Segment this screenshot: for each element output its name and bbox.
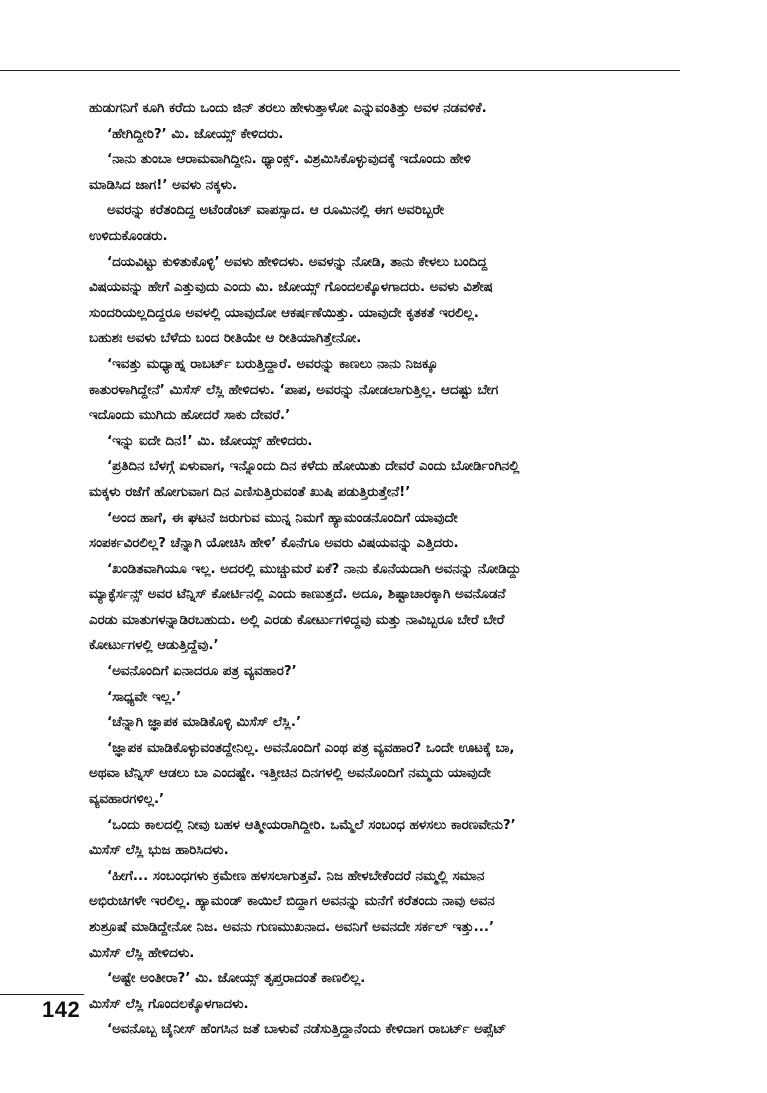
text-line: ಮಿಸೆಸ್ ಲೆಸ್ಲಿ ಗೊಂದಲಕ್ಕೊಳಗಾದಳು. [89,996,249,1012]
paragraph [89,685,685,711]
text-line: ಇದೊಂದು ಮುಗಿದು ಹೋದರೆ ಸಾಕು ದೇವರೆ.’ [89,408,291,424]
text-line: ‘ಚೆನ್ನಾಗಿ ಜ್ಞಾಪಕ ಮಾಡಿಕೊಳ್ಳಿ ಮಿಸೆಸ್ ಲೆಸ್ಲಿ.’ [107,715,302,731]
text-line: ‘ದಯವಿಟ್ಟು ಕುಳಿತುಕೊಳ್ಳಿ’ ಅವಳು ಹೇಳಿದಳು. ಅವಳನ್ನು ನೋಡಿ, ತಾನು ಕೇಳಲು ಬಂದಿದ್ದ [107,254,488,270]
paragraph [89,710,685,736]
text-line: ‘ಇನ್ನು ಐದೇ ದಿನ!’ ಮಿ. ಜೋಯ್ಸ್ ಹೇಳಿದರು. [107,433,313,449]
text-line: ಸುಂದರಿಯಲ್ಲದಿದ್ದರೂ ಅವಳಲ್ಲಿ ಯಾವುದೋ ಆಕರ್ಷಣೆಯಿತ್ತು. ಯಾವುದೇ ಕೃತಕತೆ ಇರಲಿಲ್ಲ. [89,305,479,321]
paragraph [89,966,685,1017]
text-line: ಹುಡುಗನಿಗೆ ಕೂಗಿ ಕರೆದು ಒಂದು ಜಿನ್ ತರಲು ಹೇಳುತ್ತಾಳೋ ಎನ್ನುವಂತಿತ್ತು ಅವಳ ನಡವಳಿಕೆ. [89,101,487,116]
text-line: ‘ಹೀಗೆ... ಸಂಬಂಧಗಳು ಕ್ರಮೇಣ ಹಳಸಲಾಗುತ್ತವೆ. ನಿಜ ಹೇಳಬೇಕೆಂದರೆ ನಮ್ಮಲ್ಲಿ ಸಮಾನ [107,868,485,884]
paragraph [89,864,685,966]
text-line: ‘ಹೇಗಿದ್ದೀರಿ?’ ಮಿ. ಜೋಯ್ಸ್ ಕೇಳಿದರು. [107,126,284,142]
text-line: ಬಹುಶಃ ಅವಳು ಬೆಳೆದು ಬಂದ ರೀತಿಯೇ ಆ ರೀತಿಯಾಗಿತ್ತೇನೋ. [89,331,362,347]
text-line: ಮಕ್ಕಳು ರಜೆಗೆ ಹೋಗುವಾಗ ದಿನ ಎಣಿಸುತ್ತಿರುವಂತೆ ಖುಷಿ ಪಡುತ್ತಿರುತ್ತೇನೆ!’ [89,484,411,500]
text-line: ‘ಪ್ರತಿದಿನ ಬೆಳಗ್ಗೆ ಏಳುವಾಗ, ಇನ್ನೊಂದು ದಿನ ಕಳೆದು ಹೋಯಿತು ದೇವರೆ ಎಂದು ಬೋರ್ಡಿಂಗಿನಲ್ಲಿ [107,459,520,475]
text-line: ‘ಅವನೊಬ್ಬ ಚೈನೀಸ್ ಹೆಂಗಸಿನ ಜತೆ ಬಾಳುವೆ ನಡೆಸುತ್ತಿದ್ದಾನೆಂದು ಕೇಳಿದಾಗ ರಾಬರ್ಟ್ ಅಪ್ಸೆಟ್ [107,1022,507,1038]
paragraph [89,813,685,864]
text-line: ‘ಜ್ಞಾಪಕ ಮಾಡಿಕೊಳ್ಳುವಂತದ್ದೇನಿಲ್ಲ. ಅವನೊಂದಿಗೆ ಎಂಥ ಪತ್ರ ವ್ಯವಹಾರ? ಒಂದೇ ಊಟಕ್ಕೆ ಬಾ, [107,740,515,756]
text-line: ಶುಶ್ರೂಷೆ ಮಾಡಿದ್ದೇನೋ ನಿಜ. ಅವನು ಗುಣಮುಖನಾದ. ಅವನಿಗೆ ಅವನದೇ ಸರ್ಕಲ್ ಇತ್ತು...’ [89,920,495,935]
text-line: ಕೋರ್ಟುಗಳಲ್ಲಿ ಆಡುತ್ತಿದ್ದೆವು.’ [89,638,219,654]
text-line: ಮಿಸೆಸ್ ಲೆಸ್ಲಿ ಭುಜ ಹಾರಿಸಿದಳು. [89,843,229,859]
paragraph [89,454,685,505]
text-line: ‘ಖಂಡಿತವಾಗಿಯೂ ಇಲ್ಲ. ಅದರಲ್ಲಿ ಮುಚ್ಚುಮರೆ ಏಕೆ? ನಾನು ಕೊನೆಯದಾಗಿ ಅವನನ್ನು ನೋಡಿದ್ದು [107,561,521,577]
page-number: 142 [42,997,81,1022]
paragraph [89,250,685,352]
text-line: ‘ಒಂದು ಕಾಲದಲ್ಲಿ ನೀವು ಬಹಳ ಆತ್ಮೀಯರಾಗಿದ್ದೀರಿ. ಒಮ್ಮೆಲೆ ಸಂಬಂಧ ಹಳಸಲು ಕಾರಣವೇನು?’ [107,817,516,833]
paragraph [89,352,685,429]
text-line: ಮಿಸೆಸ್ ಲೆಸ್ಲಿ ಹೇಳಿದಳು. [89,945,195,961]
text-line: ಮಾಡಿಸಿದ ಜಾಗ!’ ಅವಳು ನಕ್ಕಳು. [89,177,238,193]
paragraph [89,557,685,659]
paragraph [89,429,685,455]
text-line: ‘ನಾನು ತುಂಬಾ ಆರಾಮವಾಗಿದ್ದೀನಿ. ಥ್ಯಾಂಕ್ಸ್. ವಿಶ್ರಮಿಸಿಕೊಳ್ಳುವುದಕ್ಕೆ ಇದೊಂದು ಹೇಳಿ [107,152,471,168]
text-line: ‘ಅವನೊಂದಿಗೆ ಏನಾದರೂ ಪತ್ರ ವ್ಯವಹಾರ?’ [107,664,297,680]
paragraph [89,659,685,685]
text-line: ‘ಅಷ್ಟೇ ಅಂತೀರಾ?’ ಮಿ. ಜೋಯ್ಸ್ ತೃಪ್ತರಾದಂತೆ ಕಾಣಲಿಲ್ಲ. [107,971,366,987]
text-line: ಸಂಪರ್ಕವಿರಲಿಲ್ಲ? ಚೆನ್ನಾಗಿ ಯೋಚಿಸಿ ಹೇಳಿ’ ಕೊನೆಗೂ ಅವರು ವಿಷಯವನ್ನು ಎತ್ತಿದರು. [89,536,459,552]
text-line: ‘ಸಾಧ್ಯವೇ ಇಲ್ಲ.’ [107,689,182,705]
text-line: ಅಭಿರುಚಿಗಳೇ ಇರಲಿಲ್ಲ. ಹ್ಯಾಮಂಡ್ ಕಾಯಿಲೆ ಬಿದ್ದಾಗ ಅವನನ್ನು ಮನೆಗೆ ಕರೆತಂದು ನಾವು ಅವನ [89,894,495,910]
text-line: ‘ಇವತ್ತು ಮಧ್ಯಾಹ್ನ ರಾಬರ್ಟ್ ಬರುತ್ತಿದ್ದಾರೆ. ಅವರನ್ನು ಕಾಣಲು ನಾನು ನಿಜಕ್ಕೂ [107,356,438,372]
text-line: ವ್ಯವಹಾರಗಳಿಲ್ಲ.’ [89,792,165,808]
text-line: ಉಳಿದುಕೊಂಡರು. [89,228,168,244]
paragraph [89,198,685,249]
top-rule [0,70,680,71]
paragraph [89,147,685,198]
text-line: ವಿಷಯವನ್ನು ಹೇಗೆ ಎತ್ತುವುದು ಎಂದು ಮಿ. ಜೋಯ್ಸ್ ಗೊಂದಲಕ್ಕೊಳಗಾದರು. ಅವಳು ವಿಶೇಷ [89,280,493,296]
text-line: ಅವರನ್ನು ಕರೆತಂದಿದ್ದ ಅಟೆಂಡೆಂಟ್ ವಾಪಸ್ಸಾದ. ಆ ರೂಮಿನಲ್ಲಿ ಈಗ ಅವರಿಬ್ಬರೇ [107,203,445,219]
text-line: ಅಥವಾ ಟೆನ್ನಿಸ್ ಆಡಲು ಬಾ ಎಂದಷ್ಟೇ. ಇತ್ತೀಚಿನ ದಿನಗಳಲ್ಲಿ ಅವನೊಂದಿಗೆ ನಮ್ಮದು ಯಾವುದೇ [89,766,491,782]
paragraph [89,96,685,122]
paragraph [89,506,685,557]
text-line: ಎರಡು ಮಾತುಗಳನ್ನಾಡಿರಬಹುದು. ಅಲ್ಲಿ ಎರಡು ಕೋರ್ಟುಗಳಿದ್ದವು ಮತ್ತು ನಾವಿಬ್ಬರೂ ಬೇರೆ ಬೇರೆ [89,612,505,628]
footer-rule [0,994,84,995]
text-line: ಕಾತುರಳಾಗಿದ್ದೇನೆ’ ಮಿಸೆಸ್ ಲೆಸ್ಲಿ ಹೇಳಿದಳು. ‘ಪಾಪ, ಅವರನ್ನು ನೋಡಲಾಗುತ್ತಿಲ್ಲ. ಆದಷ್ಟು ಬೇಗ [89,382,499,398]
paragraph [89,736,685,813]
paragraph [89,122,685,148]
page-body-text [89,96,685,1043]
text-line: ‘ಅಂದ ಹಾಗೆ, ಈ ಘಟನೆ ಜರುಗುವ ಮುನ್ನ ನಿಮಗೆ ಹ್ಯಾಮಂಡನೊಂದಿಗೆ ಯಾವುದೇ [107,510,458,526]
paragraph [89,1017,685,1043]
text-line: ಮ್ಯಾಕ್ಫೆರ್ಸನ್ಸ್ ಅವರ ಟೆನ್ನಿಸ್ ಕೋರ್ಟಿನಲ್ಲಿ ಎಂದು ಕಾಣುತ್ತದೆ. ಅದೂ, ಶಿಷ್ಟಾಚಾರಕ್ಕಾಗಿ ಅವನೊಡನೆ [89,587,506,603]
